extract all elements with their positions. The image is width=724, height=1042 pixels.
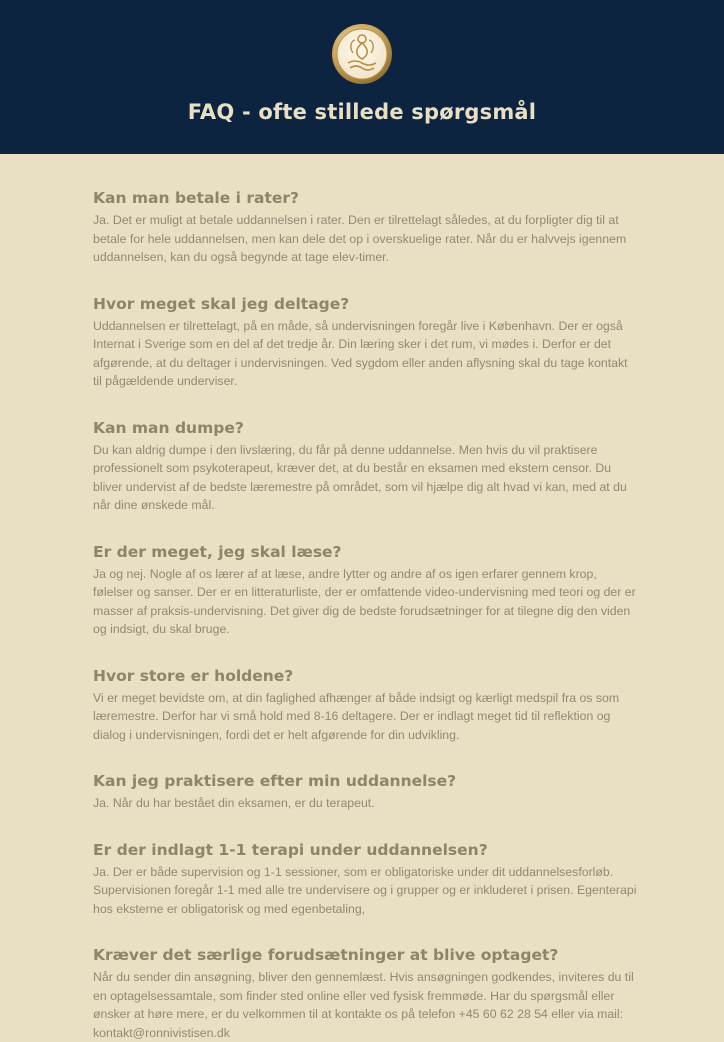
faq-answer: Ja og nej. Nogle af os lærer af at læse, andre lytter og andre af os igen erfarer gennem krop, følelser og sanser. Der er en litteraturliste, der er omfattende video-undervisning med teori og der er masser af praksis-undervisning. Det giver dig de bedste forudsætninger for at tilegne dig den viden og indsigt, du skal bruge. bbox=[93, 566, 636, 636]
faq-item bbox=[93, 666, 639, 745]
faq-item bbox=[93, 945, 639, 1042]
faq-answer: Ja. Det er muligt at betale uddannelsen i rater. Den er tilrettelagt således, at du forpligter dig til at betale for hele uddannelsen, men kan dele det op i overskuelige rater. Når du er halvvejs igennem uddannelsen, kan du også begynde at tage elev-timer. bbox=[93, 213, 627, 264]
faq-question: Kan man dumpe? bbox=[93, 418, 244, 437]
faq-question: Hvor store er holdene? bbox=[93, 666, 294, 685]
faq-question: Kræver det særlige forudsætninger at blive optaget? bbox=[93, 946, 559, 964]
page-title: FAQ - ofte stillede spørgsmål bbox=[187, 100, 537, 124]
faq-answer: Når du sender din ansøgning, bliver den gennemlæst. Hvis ansøgningen godkendes, inviteres du til en optagelsessamtale, som finder sted online eller ved fysisk fremmøde. Har du spørgsmål eller ønsker at høre mere, er du velkommen til at kontakte os på telefon +45 60 62 28 54 eller via mail: kontakt@ronnivistisen.dk bbox=[93, 970, 634, 1040]
faq-question: Er der meget, jeg skal læse? bbox=[93, 542, 342, 561]
faq-list bbox=[93, 188, 639, 1042]
faq-answer: Ja. Der er både supervision og 1-1 sessioner, som er obligatoriske under dit uddannelsesforløb. Supervisionen foregår 1-1 med alle tre undervisere og i grupper og er inkluderet i prisen. Egenterapi hos eksterne er obligatorisk og med egenbetaling, bbox=[93, 864, 637, 916]
faq-item bbox=[93, 418, 639, 515]
faq-question: Kan jeg praktisere efter min uddannelse? bbox=[93, 772, 457, 790]
faq-answer: Vi er meget bevidste om, at din faglighed afhænger af både indsigt og kærligt medspil fra os som læremestre. Derfor har vi små hold med 8-16 deltagere. Der er indlagt meget tid til reflektion og dialog i undervisningen, fordi det er helt afgørende for din udvikling. bbox=[93, 690, 620, 742]
faq-item bbox=[93, 840, 639, 919]
faq-question: Er der indlagt 1-1 terapi under uddannelsen? bbox=[93, 840, 488, 859]
gold-emblem-logo-icon bbox=[331, 23, 393, 85]
faq-answer: Du kan aldrig dumpe i den livslæring, du får på denne uddannelse. Men hvis du vil praktisere professionelt som psykoterapeut, kræver det, at du består en eksamen med ekstern censor. Du bliver undervist af de bedste læremestre på området, som vil hjælpe dig alt hvad vi kan, med at du når dine ønskede mål. bbox=[93, 442, 627, 512]
faq-item bbox=[93, 188, 639, 267]
faq-question: Hvor meget skal jeg deltage? bbox=[93, 294, 350, 313]
faq-question: Kan man betale i rater? bbox=[93, 189, 300, 207]
faq-answer: Uddannelsen er tilrettelagt, på en måde, så undervisningen foregår live i København. Der er også Internat i Sverige som en del af det tredje år. Din læring sker i det rum, vi mødes i. Derfor er det afgørende, at du deltager i undervisningen. Ved sygdom eller anden aflysning skal du tage kontakt til pågældende underviser. bbox=[93, 318, 628, 388]
faq-answer: Ja. Når du har bestået din eksamen, er du terapeut. bbox=[93, 796, 375, 810]
page-header bbox=[0, 0, 724, 154]
faq-item bbox=[93, 771, 639, 813]
faq-item bbox=[93, 294, 639, 391]
faq-item bbox=[93, 542, 639, 639]
